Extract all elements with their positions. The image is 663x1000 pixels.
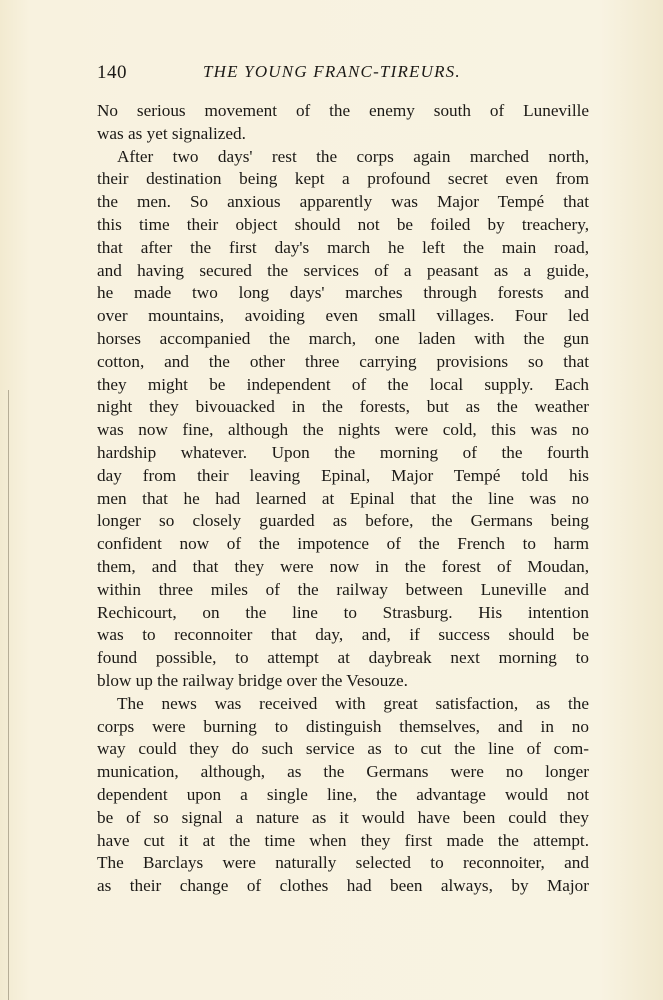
- text-line: hardship whatever. Upon the morning of the fourth: [97, 442, 589, 462]
- text-line: them, and that they were now in the forest of Moudan,: [97, 556, 589, 576]
- text-line: After two days' rest the corps again marched north,: [117, 146, 589, 166]
- text-line: munication, although, as the Germans were no longer: [97, 762, 589, 782]
- text-line: way could they do such service as to cut the line of com-: [97, 739, 589, 759]
- page-number: 140: [97, 62, 127, 83]
- text-line: found possible, to attempt at daybreak next morning to: [97, 648, 589, 668]
- page-edge-line: [8, 390, 9, 1000]
- text-line: that after the first day's march he left the main road,: [97, 237, 589, 257]
- text-line: confident now of the impotence of the French to harm: [97, 534, 589, 554]
- text-line: be of so signal a nature as it would have been could they: [97, 807, 589, 827]
- text-line: and having secured the services of a peasant as a guide,: [97, 260, 589, 280]
- text-line: their destination being kept a profound secret even from: [97, 169, 589, 189]
- text-line: within three miles of the railway between Luneville and: [97, 579, 589, 599]
- text-line: they might be independent of the local supply. Each: [97, 374, 589, 394]
- text-line: night they bivouacked in the forests, but as the weather: [97, 397, 589, 417]
- page-header: [97, 62, 617, 86]
- text-line: horses accompanied the march, one laden with the gun: [97, 328, 589, 348]
- text-line: have cut it at the time when they first made the attempt.: [97, 830, 589, 850]
- text-line: this time their object should not be foiled by treachery,: [97, 214, 589, 234]
- text-line: The Barclays were naturally selected to reconnoiter, and: [97, 853, 589, 873]
- text-line: the men. So anxious apparently was Major Tempé that: [97, 192, 589, 212]
- text-line: dependent upon a single line, the advantage would not: [97, 784, 589, 804]
- text-line: he made two long days' marches through forests and: [97, 283, 589, 303]
- text-line: was now fine, although the nights were cold, this was no: [97, 420, 589, 440]
- text-line: longer so closely guarded as before, the Germans being: [97, 511, 589, 531]
- text-line: over mountains, avoiding even small villages. Four led: [97, 306, 589, 326]
- text-line: Rechicourt, on the line to Strasburg. His intention: [97, 602, 589, 622]
- text-line: day from their leaving Epinal, Major Tempé told his: [97, 465, 589, 485]
- running-title: THE YOUNG FRANC-TIREURS.: [203, 62, 461, 81]
- body-text: [97, 100, 589, 898]
- text-line: No serious movement of the enemy south of Luneville: [97, 101, 589, 120]
- text-line: was to reconnoiter that day, and, if success should be: [97, 625, 589, 645]
- text-line: men that he had learned at Epinal that the line was no: [97, 488, 589, 508]
- text-line: The news was received with great satisfaction, as the: [117, 693, 589, 713]
- text-line: as their change of clothes had been always, by Major: [97, 876, 589, 896]
- text-line: blow up the railway bridge over the Vesouze.: [97, 670, 408, 690]
- text-line: corps were burning to distinguish themselves, and in no: [97, 716, 589, 736]
- text-line: was as yet signalized.: [97, 123, 246, 143]
- text-line: cotton, and the other three carrying provisions so that: [97, 351, 589, 371]
